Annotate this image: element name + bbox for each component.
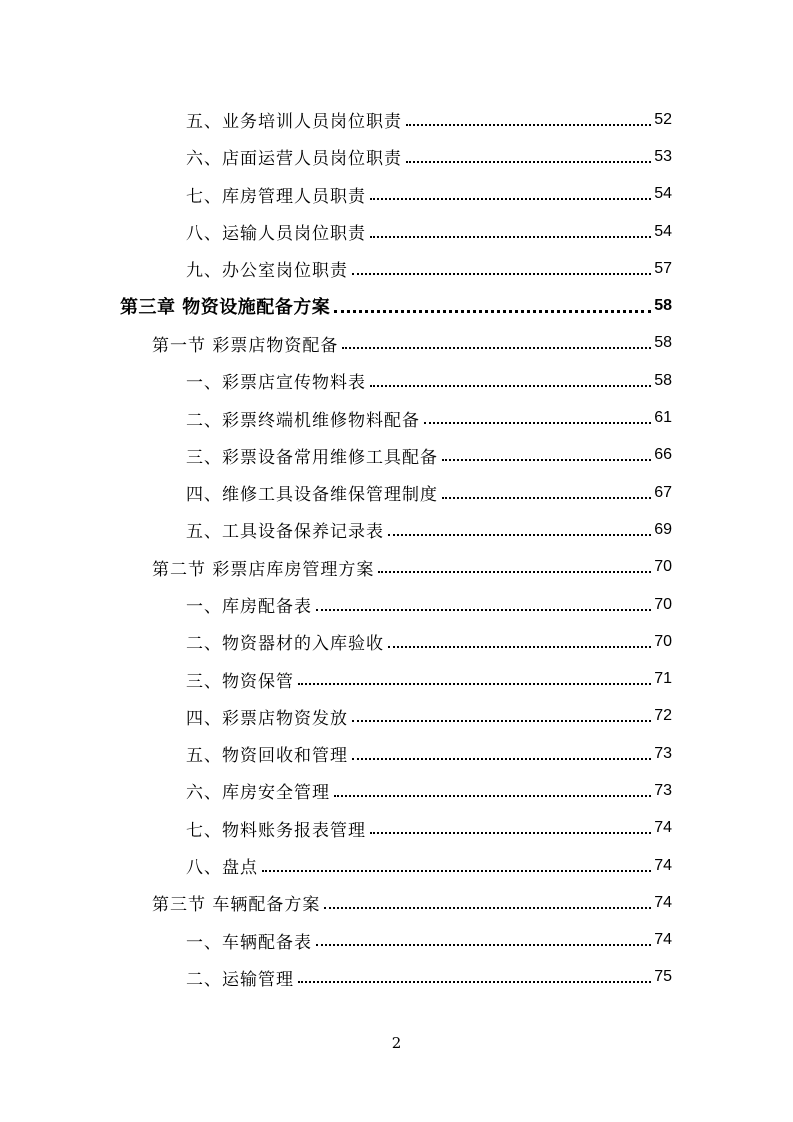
toc-entry-title: 二、彩票终端机维修物料配备	[186, 410, 420, 431]
toc-entry-item[interactable]	[0, 511, 793, 548]
toc-entry-title: 第三节 车辆配备方案	[152, 895, 321, 916]
toc-entry-title: 四、维修工具设备维保管理制度	[186, 485, 438, 506]
toc-dot-leader	[406, 161, 651, 163]
toc-entry-page-number: 73	[654, 781, 672, 799]
toc-entry-title: 一、车辆配备表	[186, 932, 312, 953]
toc-entry-item[interactable]	[0, 362, 793, 399]
toc-entry-section[interactable]	[0, 884, 793, 921]
toc-dot-leader	[378, 571, 651, 573]
toc-entry-page-number: 58	[654, 334, 672, 352]
toc-entry-page-number: 58	[654, 297, 672, 315]
toc-dot-leader	[370, 832, 651, 834]
toc-entry-section[interactable]	[0, 325, 793, 362]
toc-entry-item[interactable]	[0, 660, 793, 697]
toc-entry-item[interactable]	[0, 586, 793, 623]
toc-dot-leader	[406, 124, 651, 126]
toc-entry-title: 六、库房安全管理	[186, 783, 330, 804]
toc-entry-title: 八、运输人员岗位职责	[186, 224, 366, 245]
toc-entry-item[interactable]	[0, 474, 793, 511]
toc-entry-page-number: 70	[654, 558, 672, 576]
toc-entry-item[interactable]	[0, 138, 793, 175]
toc-entry-page-number: 73	[654, 744, 672, 762]
toc-entry-page-number: 74	[654, 893, 672, 911]
toc-dot-leader	[334, 795, 651, 797]
toc-entry-item[interactable]	[0, 213, 793, 250]
toc-entry-item[interactable]	[0, 847, 793, 884]
toc-dot-leader	[262, 870, 651, 872]
toc-dot-leader	[370, 385, 651, 387]
toc-entry-page-number: 74	[654, 819, 672, 837]
toc-entry-item[interactable]	[0, 959, 793, 996]
toc-entry-item[interactable]	[0, 437, 793, 474]
toc-dot-leader	[298, 683, 651, 685]
toc-entry-item[interactable]	[0, 399, 793, 436]
toc-entry-page-number: 61	[654, 409, 672, 427]
toc-entry-title: 六、店面运营人员岗位职责	[186, 149, 402, 170]
toc-entry-section[interactable]	[0, 549, 793, 586]
toc-entry-title: 三、彩票设备常用维修工具配备	[186, 447, 438, 468]
toc-dot-leader	[388, 646, 651, 648]
toc-entry-title: 五、工具设备保养记录表	[186, 522, 384, 543]
toc-dot-leader	[352, 758, 651, 760]
toc-entry-item[interactable]	[0, 772, 793, 809]
toc-entry-title: 三、物资保管	[186, 671, 294, 692]
toc-dot-leader	[370, 198, 651, 200]
toc-dot-leader	[388, 534, 651, 536]
toc-entry-title: 第三章 物资设施配备方案	[120, 297, 331, 319]
toc-dot-leader	[334, 310, 651, 313]
toc-dot-leader	[442, 497, 651, 499]
toc-entry-page-number: 69	[654, 520, 672, 538]
toc-entry-page-number: 54	[654, 185, 672, 203]
toc-entry-title: 第二节 彩票店库房管理方案	[152, 559, 375, 580]
toc-entry-item[interactable]	[0, 101, 793, 138]
toc-entry-title: 一、库房配备表	[186, 597, 312, 617]
toc-entry-page-number: 66	[654, 446, 672, 464]
toc-entry-page-number: 70	[654, 632, 672, 650]
toc-entry-item[interactable]	[0, 735, 793, 772]
toc-entry-page-number: 58	[654, 371, 672, 389]
toc-entry-page-number: 71	[654, 670, 672, 688]
toc-entry-page-number: 75	[654, 968, 672, 986]
toc-entry-page-number: 57	[654, 259, 672, 277]
toc-entry-title: 七、库房管理人员职责	[186, 186, 366, 207]
toc-entry-title: 二、物资器材的入库验收	[186, 634, 384, 655]
toc-entry-page-number: 53	[654, 147, 672, 165]
page-number: 2	[391, 1034, 402, 1052]
toc-entry-title: 五、物资回收和管理	[186, 746, 348, 767]
toc-entry-page-number: 67	[654, 483, 672, 501]
toc-dot-leader	[424, 422, 651, 424]
toc-entry-chapter[interactable]	[0, 287, 793, 324]
toc-entry-item[interactable]	[0, 810, 793, 847]
toc-entry-item[interactable]	[0, 176, 793, 213]
toc-entry-item[interactable]	[0, 250, 793, 287]
toc-entry-page-number: 74	[654, 856, 672, 874]
toc-dot-leader	[442, 459, 651, 461]
toc-entry-title: 第一节 彩票店物资配备	[152, 335, 339, 356]
toc-entry-title: 七、物料账务报表管理	[186, 820, 366, 841]
toc-dot-leader	[316, 609, 651, 611]
toc-entry-item[interactable]	[0, 922, 793, 959]
toc-entry-page-number: 52	[654, 110, 672, 128]
toc-entry-page-number: 70	[654, 595, 672, 613]
toc-entry-title: 二、运输管理	[186, 969, 294, 990]
toc-entry-page-number: 74	[654, 931, 672, 949]
toc-entry-page-number: 54	[654, 222, 672, 240]
table-of-contents	[0, 101, 793, 996]
toc-entry-page-number: 72	[654, 707, 672, 725]
toc-dot-leader	[370, 236, 651, 238]
toc-dot-leader	[352, 273, 651, 275]
toc-dot-leader	[324, 907, 651, 909]
toc-dot-leader	[298, 981, 651, 983]
toc-dot-leader	[316, 944, 651, 946]
toc-entry-item[interactable]	[0, 623, 793, 660]
toc-entry-title: 五、业务培训人员岗位职责	[186, 112, 402, 133]
toc-entry-item[interactable]	[0, 698, 793, 735]
toc-entry-title: 四、彩票店物资发放	[186, 708, 348, 729]
toc-dot-leader	[342, 347, 651, 349]
toc-entry-title: 九、办公室岗位职责	[186, 261, 348, 282]
toc-entry-title: 八、盘点	[186, 858, 258, 879]
toc-entry-title: 一、彩票店宣传物料表	[186, 373, 366, 394]
toc-dot-leader	[352, 720, 651, 722]
